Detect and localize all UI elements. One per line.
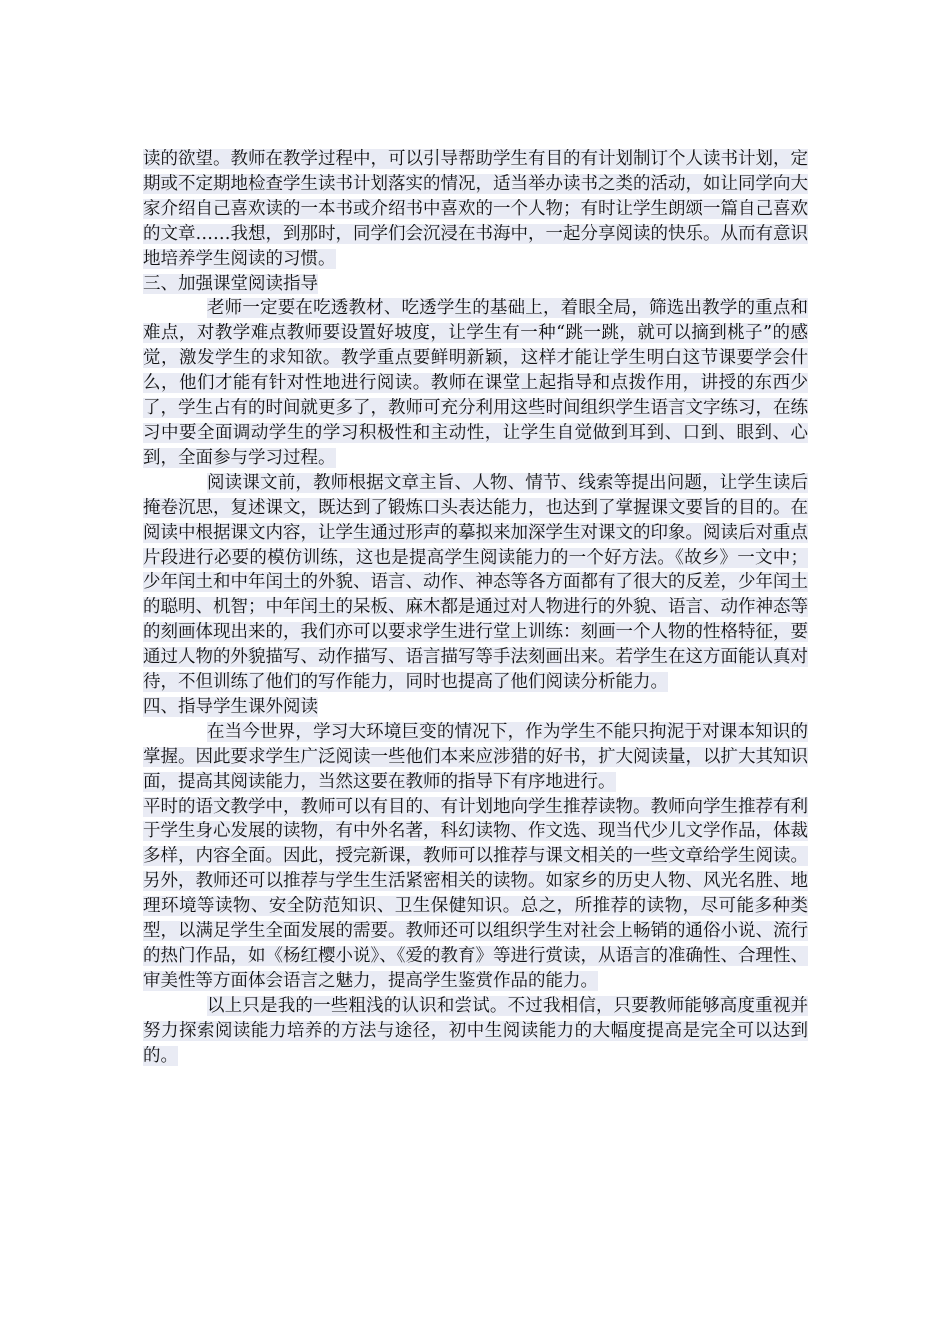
- section-heading-4: [143, 695, 808, 720]
- section-heading-3: [143, 272, 808, 297]
- paragraph-4: [143, 720, 808, 795]
- document-body: [143, 147, 808, 1069]
- paragraph-3: [143, 471, 808, 695]
- paragraph-3-text: 阅读课文前，教师根据文章主旨、人物、情节、线索等提出问题，让学生读后掩卷沉思，复述课文，既达到了锻炼口头表达能力，也达到了掌握课文要旨的目的。在阅读中根据课文内容，让学生通过形声的摹拟来加深学生对课文的印象。阅读后对重点片段进行必要的模仿训练，这也是提高学生阅读能力的一个好方法。《故乡》一文中；少年闰土和中年闰土的外貌、语言、动作、神态等各方面都有了很大的反差，少年闰土的聪明、机智；中年闰土的呆板、麻木都是通过对人物进行的外貌、语言、动作神态等的刻画体现出来的，我们亦可以要求学生进行堂上训练：刻画一个人物的性格特征，要通过人物的外貌描写、动作描写、语言描写等手法刻画出来。若学生在这方面能认真对待，不但训练了他们的写作能力，同时也提高了他们阅读分析能力。: [143, 472, 808, 693]
- paragraph-6: [143, 994, 808, 1069]
- paragraph-5: [143, 795, 808, 994]
- section-heading-4-text: 四、指导学生课外阅读: [143, 696, 318, 717]
- paragraph-6-text: 以上只是我的一些粗浅的认识和尝试。不过我相信，只要教师能够高度重视并努力探索阅读能力培养的方法与途径，初中生阅读能力的大幅度提高是完全可以达到的。: [143, 995, 808, 1066]
- section-heading-3-text: 三、加强课堂阅读指导: [143, 273, 318, 294]
- paragraph-1-text: 读的欲望。教师在教学过程中，可以引导帮助学生有目的有计划制订个人读书计划，定期或不定期地检查学生读书计划落实的情况，适当举办读书之类的活动，如让同学向大家介绍自己喜欢读的一本书或介绍书中喜欢的一个人物；有时让学生朗颂一篇自己喜欢的文章……我想，到那时，同学们会沉浸在书海中，一起分享阅读的快乐。从而有意识地培养学生阅读的习惯。: [143, 149, 808, 269]
- paragraph-2: [143, 296, 808, 470]
- paragraph-1: [143, 147, 808, 272]
- paragraph-2-text: 老师一定要在吃透教材、吃透学生的基础上，着眼全局，筛选出教学的重点和难点，对教学难点教师要设置好坡度，让学生有一种“跳一跳，就可以摘到桃子”的感觉，激发学生的求知欲。教学重点要鲜明新颖，这样才能让学生明白这节课要学会什么，他们才能有针对性地进行阅读。教师在课堂上起指导和点拨作用，讲授的东西少了，学生占有的时间就更多了，教师可充分利用这些时间组织学生语言文字练习，在练习中要全面调动学生的学习积极性和主动性，让学生自觉做到耳到、口到、眼到、心到，全面参与学习过程。: [143, 298, 808, 468]
- paragraph-4-text: 在当今世界，学习大环境巨变的情况下，作为学生不能只拘泥于对课本知识的掌握。因此要求学生广泛阅读一些他们本来应涉猎的好书，扩大阅读量，以扩大其知识面，提高其阅读能力，当然这要在教师的指导下有序地进行。: [143, 721, 808, 792]
- paragraph-5-text: 平时的语文教学中，教师可以有目的、有计划地向学生推荐读物。教师向学生推荐有利于学生身心发展的读物，有中外名著，科幻读物、作文选、现当代少儿文学作品，体裁多样，内容全面。因此，授完新课，教师可以推荐与课文相关的一些文章给学生阅读。另外，教师还可以推荐与学生生活紧密相关的读物。如家乡的历史人物、风光名胜、地理环境等读物、安全防范知识、卫生保健知识。总之，所推荐的读物，尽可能多种类型，以满足学生全面发展的需要。教师还可以组织学生对社会上畅销的通俗小说、流行的热门作品，如《杨红樱小说》、《爱的教育》等进行赏读，从语言的准确性、合理性、审美性等方面体会语言之魅力，提高学生鉴赏作品的能力。: [143, 796, 808, 991]
